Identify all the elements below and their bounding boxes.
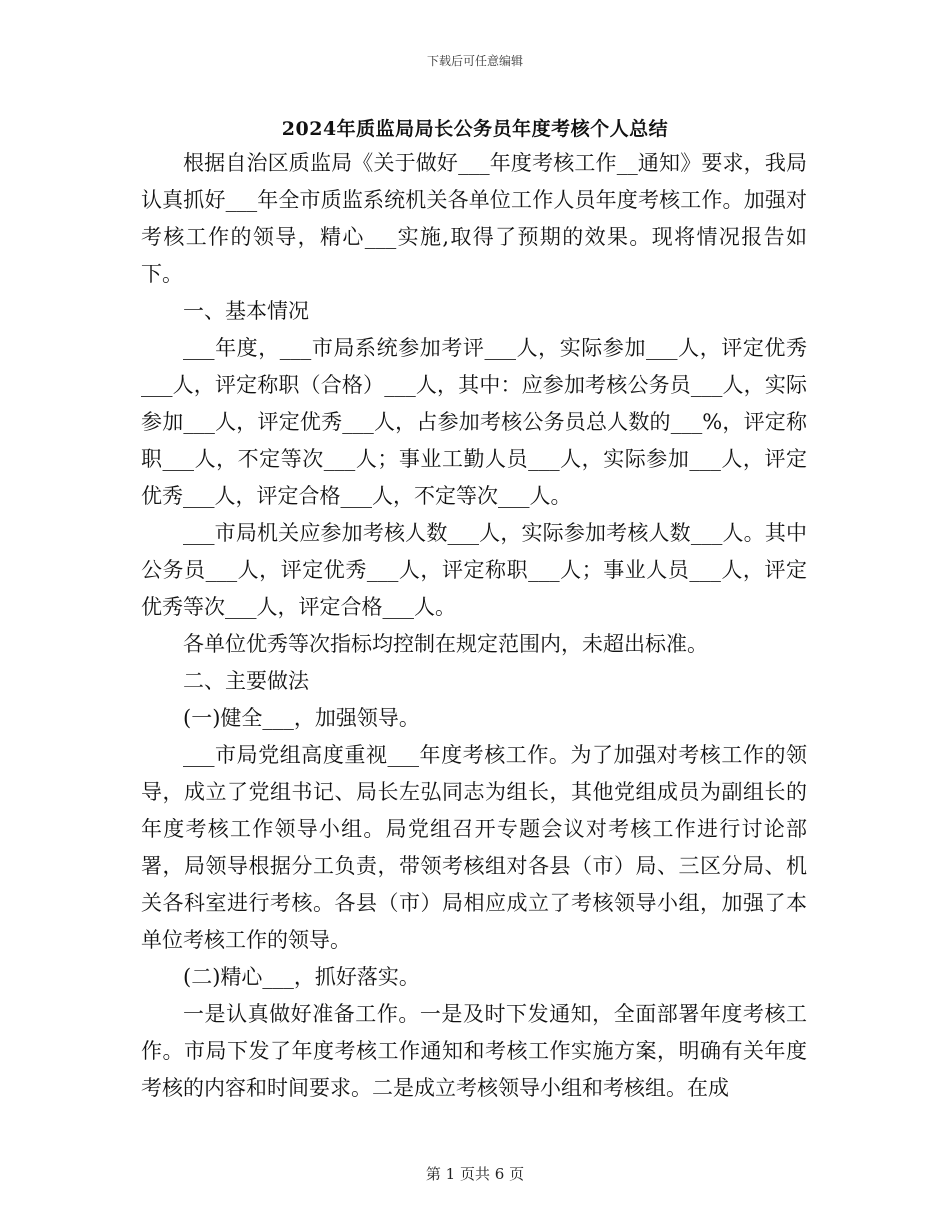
subheading-implementation: (二)精心___，抓好落实。: [183, 965, 420, 989]
paragraph-preparation: 一是认真做好准备工作。一是及时下发通知，全面部署年度考核工作。市局下发了年度考核工作通知和考核工作实施方案，明确有关年度考核的内容和时间要求。二是成立考核领导小组和考核组。在成: [141, 1002, 807, 1100]
document-title: 2024年质监局局长公务员年度考核个人总结: [281, 118, 669, 140]
header-note: 下载后可任意编辑: [426, 54, 523, 68]
subheading-leadership: (一)健全___，加强领导。: [183, 706, 420, 730]
paragraph-agency-stats: ___市局机关应参加考核人数___人，实际参加考核人数___人。其中公务员___人，评定优秀___人，评定称职___人；事业人员___人，评定优秀等次___人，评定合格___人。: [141, 521, 807, 619]
paragraph-quota-note: 各单位优秀等次指标均控制在规定范围内，未超出标准。: [183, 632, 708, 656]
heading-main-practices: 二、主要做法: [183, 669, 309, 693]
document-body: [141, 145, 807, 1107]
heading-basic-situation: 一、基本情况: [183, 299, 309, 323]
page-number-footer: 第 1 页共 6 页: [425, 1165, 525, 1183]
paragraph-system-stats: ___年度，___市局系统参加考评___人，实际参加___人，评定优秀___人，评定称职（合格）___人，其中：应参加考核公务员___人，实际参加___人，评定优秀___人，占参加考核公务员总人数的___%，评定称职___人，不定等次___人；事业工勤人员___人，实际参加___人，评定优秀___人，评定合格___人，不定等次___人。: [141, 336, 807, 508]
paragraph-leadership: ___市局党组高度重视___年度考核工作。为了加强对考核工作的领导，成立了党组书记、局长左弘同志为组长，其他党组成员为副组长的年度考核工作领导小组。局党组召开专题会议对考核工作进行讨论部署，局领导根据分工负责，带领考核组对各县（市）局、三区分局、机关各科室进行考核。各县（市）局相应成立了考核领导小组，加强了本单位考核工作的领导。: [141, 743, 807, 952]
paragraph-intro: 根据自治区质监局《关于做好___年度考核工作__通知》要求，我局认真抓好___年全市质监系统机关各单位工作人员年度考核工作。加强对考核工作的领导，精心___实施,取得了预期的效果。现将情况报告如下。: [141, 151, 807, 286]
